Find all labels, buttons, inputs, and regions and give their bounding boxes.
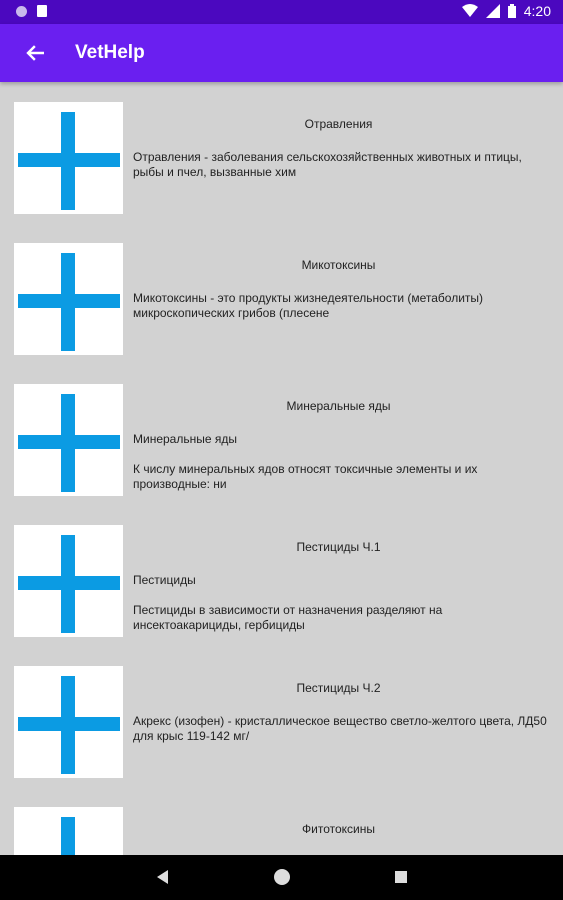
- plus-icon: [14, 666, 123, 778]
- arrow-left-icon: [26, 45, 44, 61]
- plus-icon: [14, 807, 123, 855]
- navigation-bar: [0, 855, 563, 900]
- item-description: [133, 432, 553, 492]
- plus-icon: [14, 102, 123, 214]
- plus-vertical-bar: [61, 817, 75, 855]
- item-title: Пестициды Ч.1: [296, 540, 381, 554]
- item-description: [133, 714, 553, 744]
- list-item[interactable]: [14, 525, 554, 637]
- plus-icon: [14, 525, 123, 637]
- sd-card-icon: [37, 5, 47, 17]
- plus-horizontal-bar: [18, 435, 120, 449]
- list-item[interactable]: [14, 384, 554, 496]
- description-paragraph: Микотоксины - это продукты жизнедеятельности (метаболиты) микроскопических грибов (плесене: [133, 291, 484, 320]
- plus-horizontal-bar: [18, 576, 120, 590]
- list-item[interactable]: [14, 666, 554, 778]
- plus-horizontal-bar: [18, 153, 120, 167]
- nav-home-button[interactable]: [274, 869, 290, 885]
- wifi-icon: [462, 4, 478, 18]
- list-item[interactable]: [14, 102, 554, 214]
- battery-icon: [508, 4, 516, 18]
- nav-back-button[interactable]: [157, 870, 168, 884]
- item-title: Фитотоксины: [302, 822, 375, 836]
- item-description: [133, 150, 553, 180]
- item-title: Отравления: [304, 117, 373, 131]
- description-paragraph: К числу минеральных ядов относят токсичные элементы и их производные: ни: [133, 462, 478, 491]
- status-time: 4:20: [523, 3, 551, 19]
- item-title: Пестициды Ч.2: [296, 681, 381, 695]
- app-title: VetHelp: [75, 42, 145, 63]
- description-paragraph: Пестициды в зависимости от назначения разделяют на инсектоакарициды, гербициды: [133, 603, 443, 632]
- signal-icon: [486, 4, 500, 18]
- item-description: [133, 573, 553, 633]
- article-list[interactable]: [0, 82, 563, 855]
- status-bar: [0, 0, 563, 24]
- item-description: [133, 291, 553, 321]
- nav-recent-button[interactable]: [395, 871, 407, 883]
- back-button[interactable]: [18, 37, 52, 69]
- item-title: Минеральные яды: [286, 399, 391, 413]
- item-title: Микотоксины: [301, 258, 376, 272]
- list-item[interactable]: [14, 243, 554, 355]
- plus-horizontal-bar: [18, 717, 120, 731]
- description-paragraph: Пестициды: [133, 573, 196, 587]
- app-bar: [0, 24, 563, 82]
- list-item[interactable]: [14, 807, 554, 855]
- plus-icon: [14, 384, 123, 496]
- notification-dot-icon: [16, 6, 27, 17]
- plus-icon: [14, 243, 123, 355]
- description-paragraph: Акрекс (изофен) - кристаллическое вещество светло-желтого цвета, ЛД50 для крыс 119-142 мг/: [133, 714, 547, 743]
- plus-horizontal-bar: [18, 294, 120, 308]
- description-paragraph: Отравления - заболевания сельскохозяйственных животных и птицы, рыбы и пчел, вызванные хим: [133, 150, 522, 179]
- description-paragraph: Минеральные яды: [133, 432, 237, 446]
